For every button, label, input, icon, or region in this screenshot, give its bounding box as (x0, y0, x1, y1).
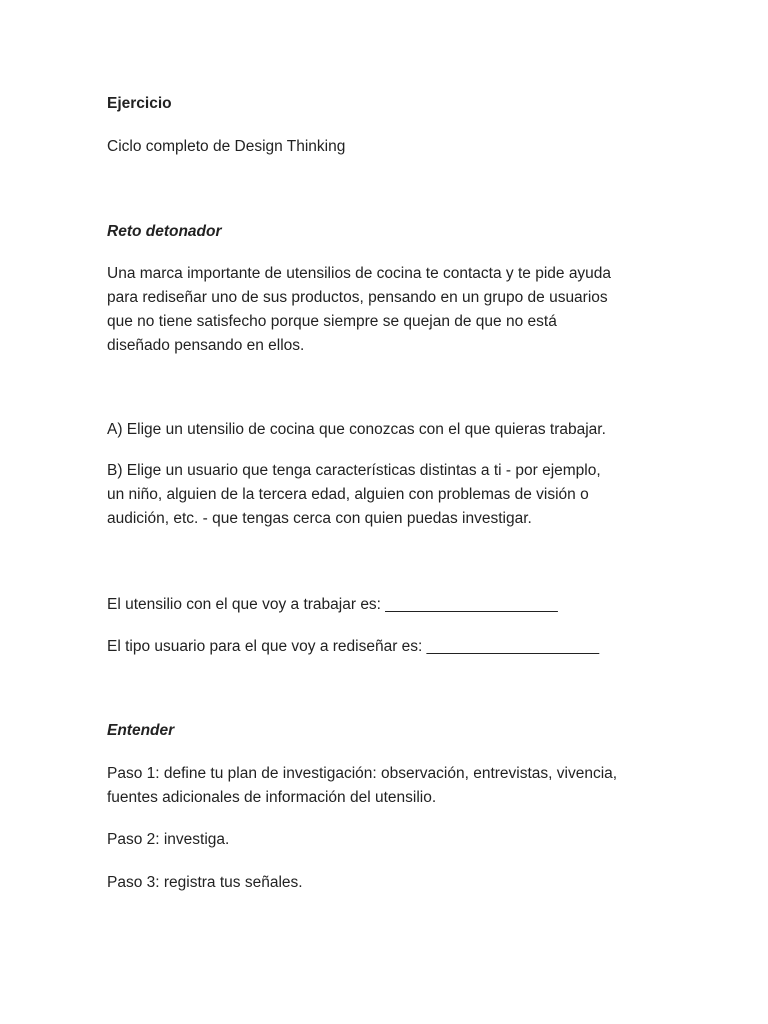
understand-heading: Entender (107, 722, 175, 739)
challenge-paragraph: Una marca importante de utensilios de cocina te contacta y te pide ayuda para rediseñar uno de sus productos, pensando en un grupo de usuarios que no tiene satisfecho porque siempre se quejan de que no está diseñado pensando en ellos. (107, 265, 612, 354)
document-title: Ejercicio (107, 95, 172, 112)
instruction-b: B) Elige un usuario que tenga características distintas a ti - por ejemplo, un niño, alguien de la tercera edad, alguien con problemas de visión o audición, etc. - que tengas cerca con quien puedas investigar. (107, 462, 601, 527)
challenge-heading: Reto detonador (107, 223, 222, 240)
step-3-paragraph: Paso 3: registra tus señales. (107, 874, 303, 891)
instruction-a: A) Elige un utensilio de cocina que conozcas con el que quieras trabajar. (107, 421, 606, 438)
step-2-paragraph: Paso 2: investiga. (107, 831, 230, 848)
step-1-paragraph: Paso 1: define tu plan de investigación: observación, entrevistas, vivencia, fuentes adicionales de información del utensilio. (107, 765, 618, 806)
user-fill-in-line: El tipo usuario para el que voy a rediseñar es: ____________________ (107, 638, 600, 655)
utensil-fill-in-line: El utensilio con el que voy a trabajar es: ____________________ (107, 596, 558, 613)
document-subtitle: Ciclo completo de Design Thinking (107, 138, 346, 155)
